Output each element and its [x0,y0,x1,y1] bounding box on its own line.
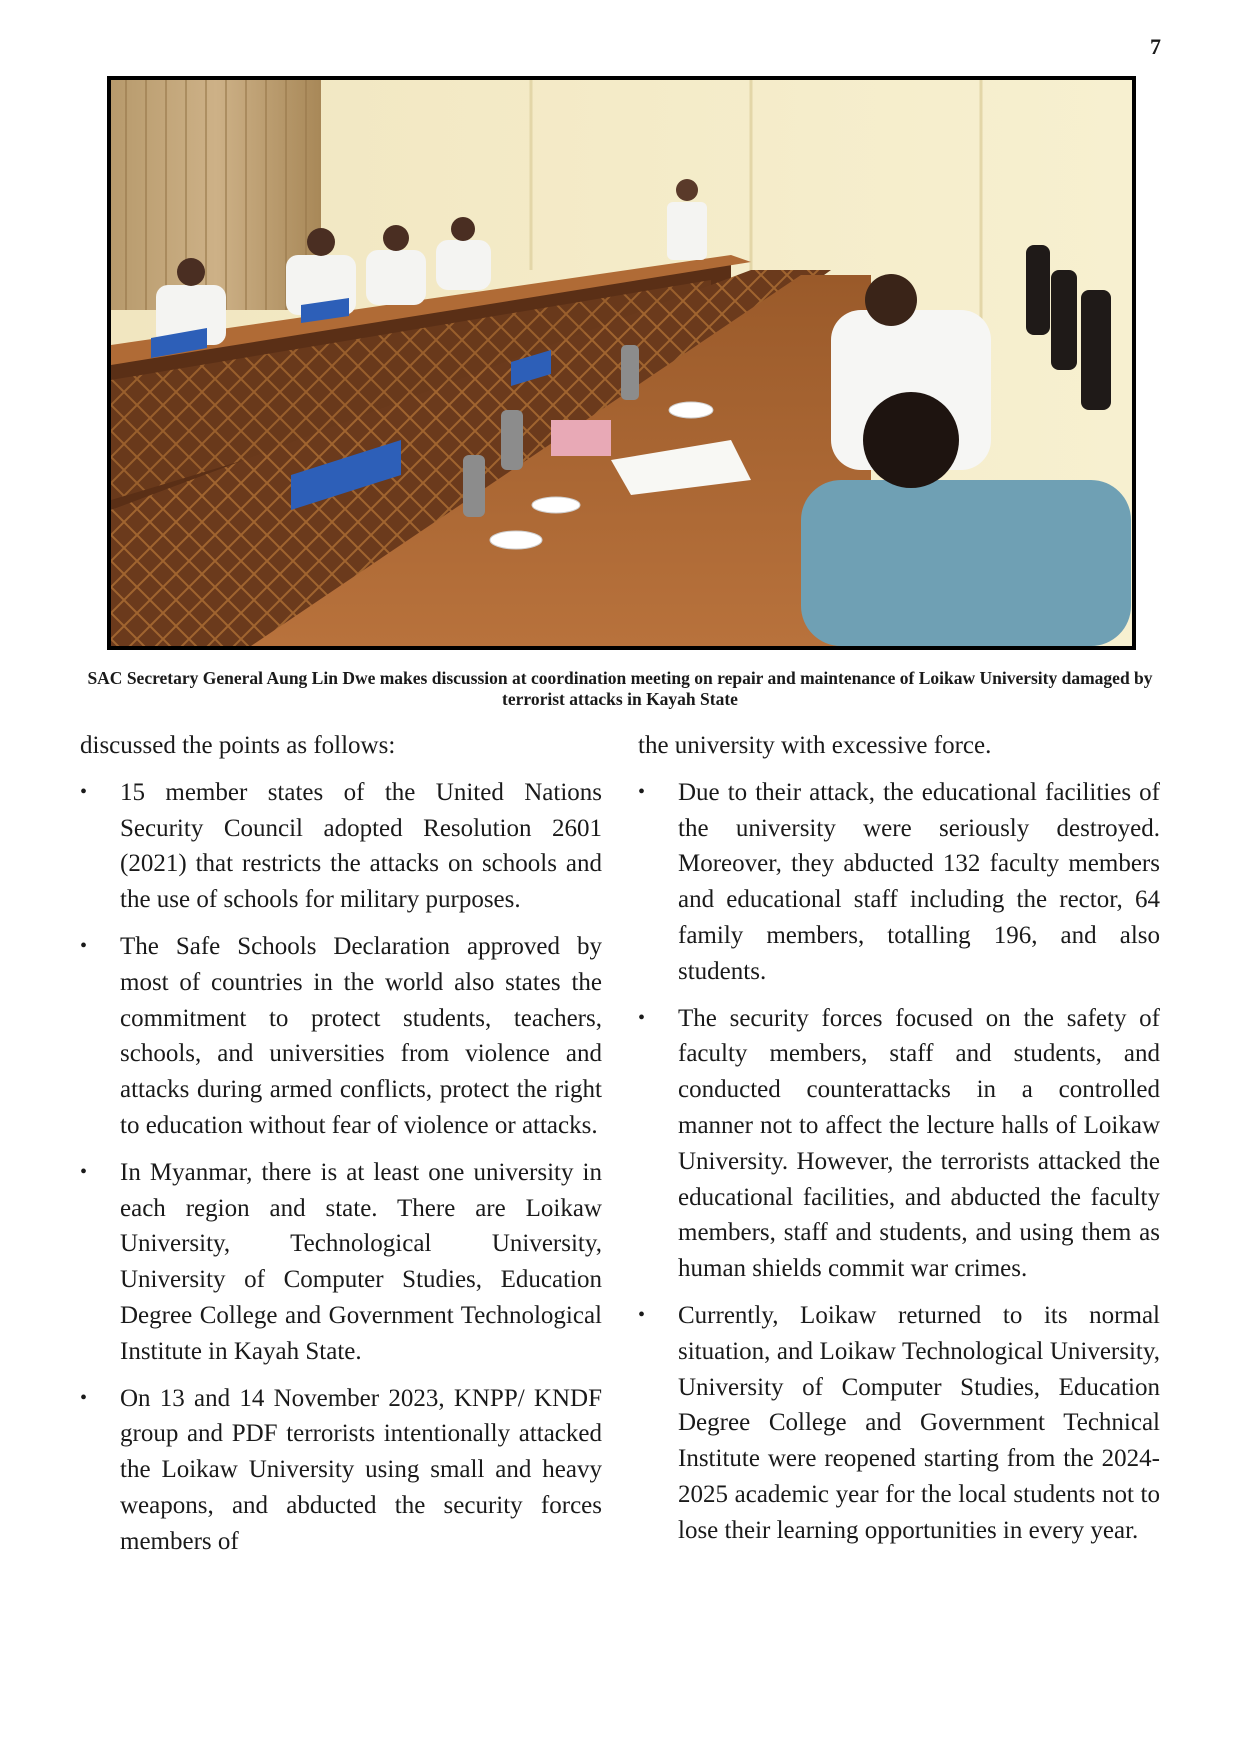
intro-paragraph: discussed the points as follows: [80,732,396,759]
bullet-icon: • [80,1386,88,1409]
list-item [638,1001,1160,1287]
page-number: 7 [1150,34,1161,59]
right-column [638,728,1160,1549]
list-item-text: On 13 and 14 November 2023, KNPP/ KNDF group and PDF terrorists intentionally attacked the Loikaw University using small and heavy weapons, and abducted the security forces members of [120,1384,602,1555]
meeting-photo [107,76,1136,650]
left-bullet-list [80,775,602,1560]
list-item-text: The security forces focused on the safety of faculty members, staff and students, and conducted counterattacks in a controlled manner not to affect the lecture halls of Loikaw University. However, the terrorists attacked the educational facilities, and abducted the faculty members, staff and students, and using them as human shields commit war crimes. [678,1004,1160,1283]
list-item [80,1155,602,1370]
list-item-text: The Safe Schools Declaration approved by most of countries in the world also states the commitment to protect students, teachers, schools, and universities from violence and attacks during armed conflicts, protect the right to education without fear of violence or attacks. [120,932,602,1139]
bullet-icon: • [80,934,88,957]
left-column [80,728,602,1560]
bullet-icon: • [638,780,646,803]
photo-caption: SAC Secretary General Aung Lin Dwe makes discussion at coordination meeting on repair and maintenance of Loikaw University damaged by terrorist attacks in Kayah State [87,668,1153,709]
bullet-icon: • [638,1006,646,1029]
list-item-text: 15 member states of the United Nations Security Council adopted Resolution 2601 (2021) that restricts the attacks on schools and the use of schools for military purposes. [120,778,602,914]
list-item [80,1381,602,1560]
bullet-icon: • [80,1160,88,1183]
bullet-icon: • [638,1303,646,1326]
list-item-text: Currently, Loikaw returned to its normal situation, and Loikaw Technological University, University of Computer Studies, Education Degree College and Government Technical Institute were reopened starting from the 2024-2025 academic year for the local students not to lose their learning opportunities in every year. [678,1301,1160,1544]
continuation-paragraph: the university with excessive force. [638,732,992,759]
list-item [80,775,602,918]
list-item-text: Due to their attack, the educational facilities of the university were seriously destroyed. Moreover, they abducted 132 faculty members and educational staff including the rector, 64 family members, totalling 196, and also students. [678,778,1160,985]
list-item [638,1298,1160,1549]
list-item [80,929,602,1144]
bullet-icon: • [80,780,88,803]
right-bullet-list [638,775,1160,1549]
list-item [638,775,1160,990]
list-item-text: In Myanmar, there is at least one university in each region and state. There are Loikaw University, Technological University, University of Computer Studies, Education Degree College and Government Technological Institute in Kayah State. [120,1158,602,1365]
